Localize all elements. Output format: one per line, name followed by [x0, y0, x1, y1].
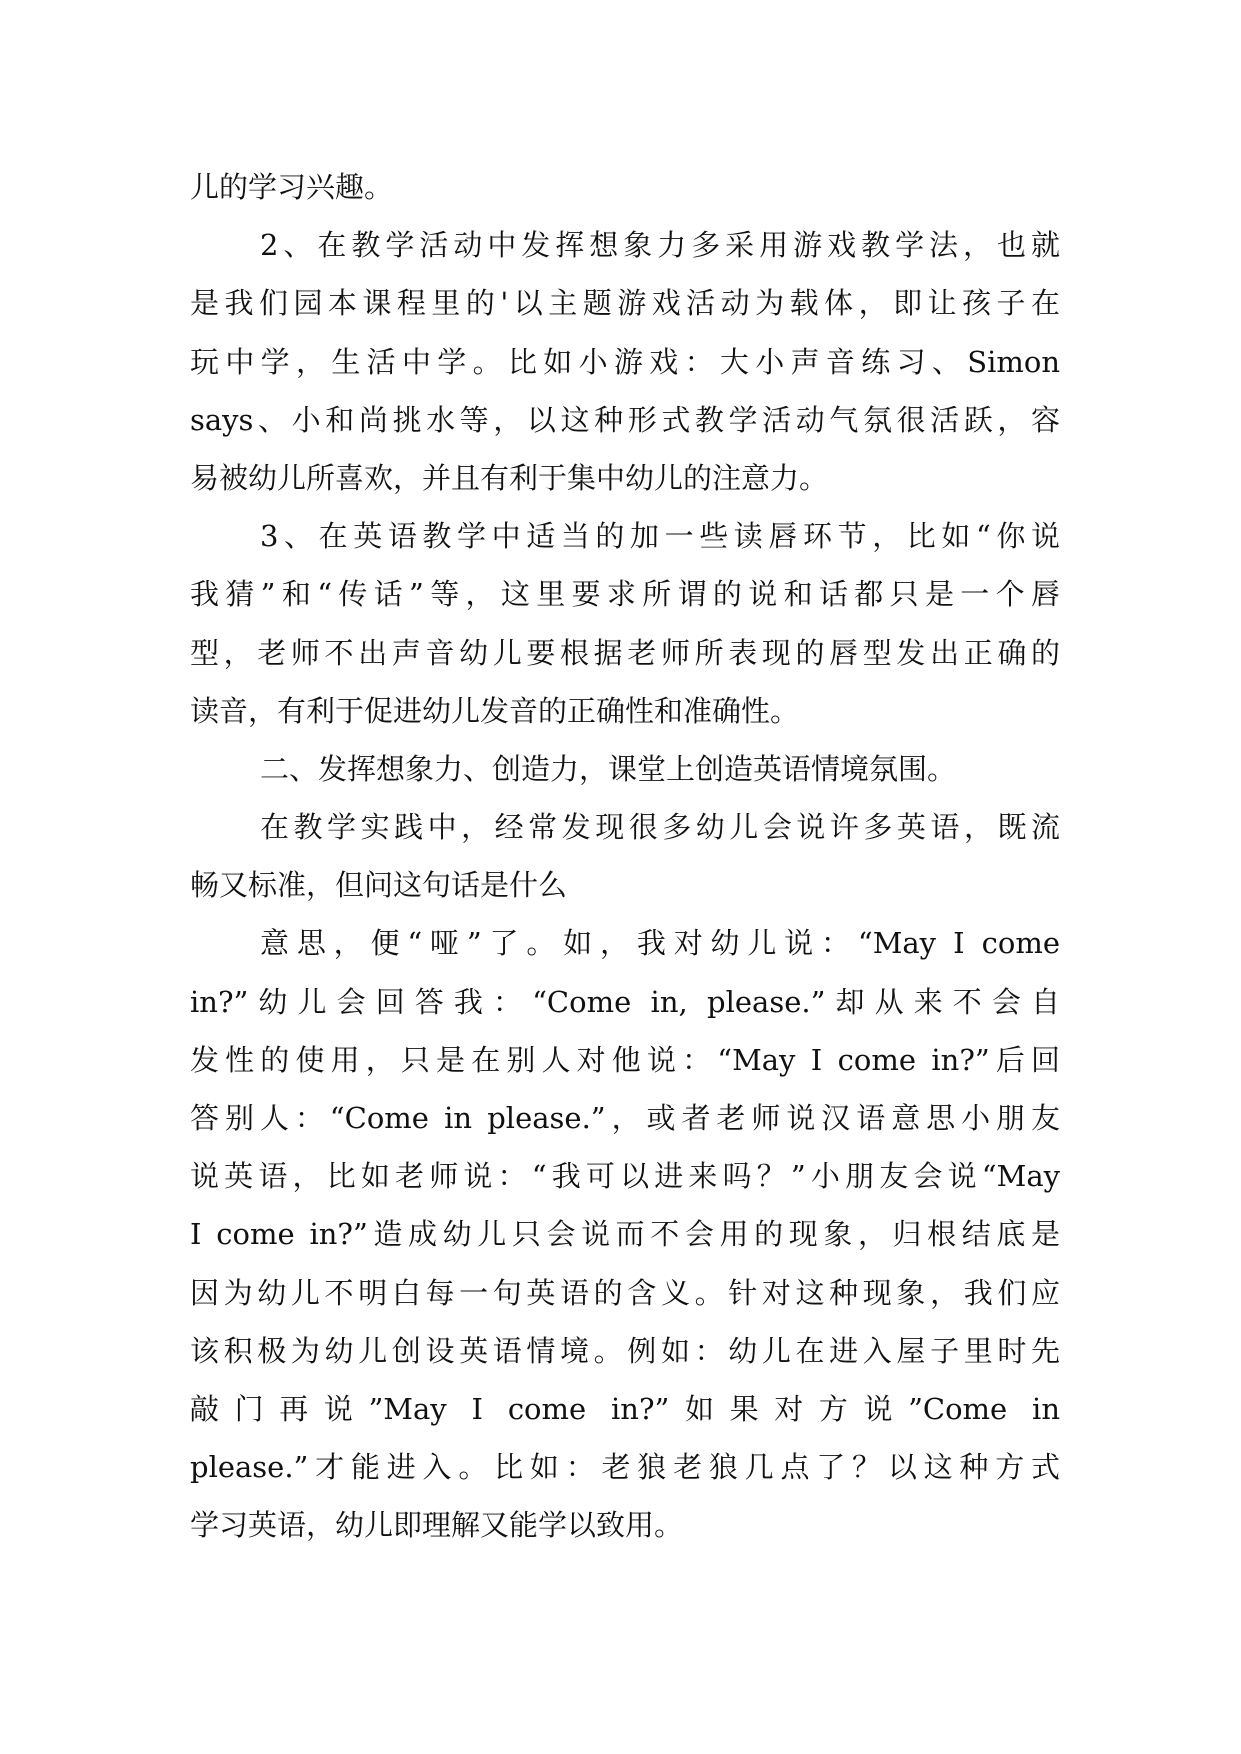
text-line: 该积极为幼儿创设英语情境。例如：幼儿在进入屋子里时先 [190, 1333, 1060, 1368]
body-text [190, 158, 1060, 1555]
text-line: 因为幼儿不明白每一句英语的含义。针对这种现象，我们应 [190, 1275, 1060, 1310]
text-line: I come in?”造成幼儿只会说而不会用的现象，归根结底是 [190, 1217, 1060, 1252]
text-line: 敲门再说”May I come in?”如果对方说”Come in [190, 1391, 1060, 1426]
text-line: please.”才能进入。比如：老狼老狼几点了？以这种方式 [190, 1450, 1060, 1485]
text-line: 2、在教学活动中发挥想象力多采用游戏教学法，也就 [260, 228, 1060, 263]
text-line: 在教学实践中，经常发现很多幼儿会说许多英语，既流 [260, 810, 1060, 845]
text-line: 型，老师不出声音幼儿要根据老师所表现的唇型发出正确的 [190, 635, 1060, 670]
text-line: 发性的使用，只是在别人对他说：“May I come in?”后回 [190, 1042, 1060, 1077]
text-line: 学习英语，幼儿即理解又能学以致用。 [190, 1508, 684, 1543]
text-line: in?”幼儿会回答我：“Come in, please.”却从来不会自 [190, 984, 1060, 1019]
text-line: 易被幼儿所喜欢，并且有利于集中幼儿的注意力。 [190, 460, 829, 495]
text-line: 我猜”和“传话”等，这里要求所谓的说和话都只是一个唇 [190, 577, 1060, 612]
text-line: 儿的学习兴趣。 [190, 170, 394, 204]
text-line: 是我们园本课程里的'以主题游戏活动为载体，即让孩子在 [190, 286, 1060, 321]
text-line: 二、发挥想象力、创造力，课堂上创造英语情境氛围。 [260, 751, 957, 786]
text-line: 意思，便“哑”了。如，我对幼儿说：“May I come [260, 926, 1060, 961]
text-line: 3、在英语教学中适当的加一些读唇环节，比如“你说 [260, 519, 1060, 554]
text-line: 读音，有利于促进幼儿发音的正确性和准确性。 [190, 693, 800, 728]
text-line: 说英语，比如老师说：“我可以进来吗？”小朋友会说“May [190, 1159, 1060, 1194]
text-line: says、小和尚挑水等，以这种形式教学活动气氛很活跃，容 [190, 402, 1060, 437]
text-line: 畅又标准，但问这句话是什么 [190, 868, 568, 903]
text-line: 玩中学，生活中学。比如小游戏：大小声音练习、Simon [190, 344, 1060, 379]
text-line: 答别人：“Come in please.”，或者老师说汉语意思小朋友 [190, 1101, 1060, 1135]
